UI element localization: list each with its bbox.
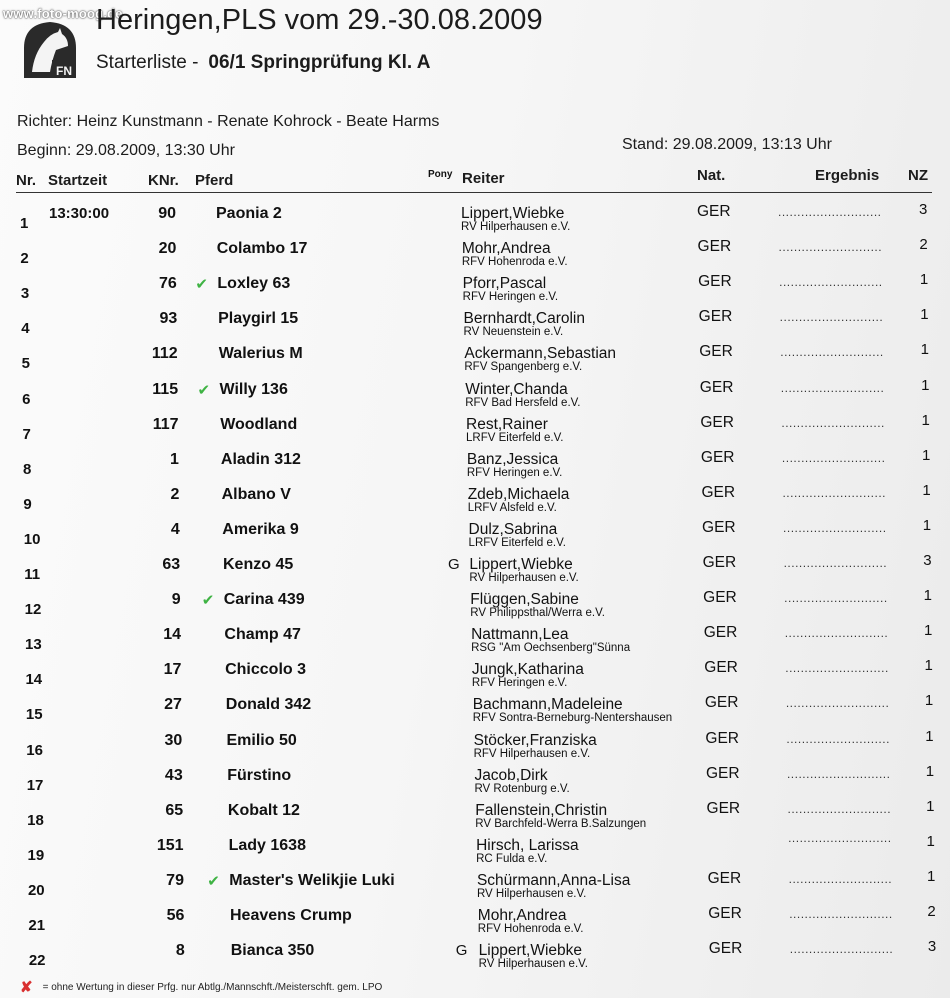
rider-cell: Ackermann,Sebastian	[464, 345, 616, 363]
knr-cell: 93	[159, 310, 178, 328]
result-placeholder: ...........................	[778, 205, 882, 219]
knr-cell: 30	[164, 731, 183, 749]
club-cell: RV Hilperhausen e.V.	[478, 958, 588, 971]
knr-cell: 27	[164, 696, 182, 714]
horse-cell: Lady 1638	[228, 836, 306, 854]
fn-logo	[22, 20, 78, 78]
nat-cell: GER	[699, 378, 734, 396]
start-time-cell: 13:30:00	[49, 205, 110, 222]
nr-cell: 2	[20, 250, 29, 268]
table-row	[0, 271, 950, 310]
nz-cell: 1	[925, 762, 935, 780]
knr-cell: 115	[152, 380, 179, 398]
rider-cell: Nattmann,Lea	[471, 626, 569, 644]
footer-legend	[20, 978, 382, 996]
col-knr: KNr.	[148, 172, 179, 189]
page-title: Heringen,PLS vom 29.-30.08.2009	[96, 4, 543, 36]
table-row	[0, 727, 950, 767]
nz-cell: 1	[924, 657, 933, 675]
nz-cell: 1	[920, 341, 930, 359]
result-placeholder: ...........................	[782, 485, 886, 500]
judges: Richter: Heinz Kunstmann - Renate Kohrock - Beate Harms	[17, 113, 440, 130]
checkmark-icon: ✔	[207, 872, 220, 890]
col-nat: Nat.	[697, 167, 726, 184]
nz-cell: 3	[923, 552, 932, 569]
nat-cell: GER	[705, 764, 740, 782]
table-row	[0, 481, 950, 521]
result-placeholder: ...........................	[784, 626, 889, 641]
club-cell: RV Barchfeld-Werra B.Salzungen	[475, 817, 647, 830]
nr-cell: 1	[20, 215, 29, 232]
rider-cell: Mohr,Andrea	[477, 907, 567, 924]
result-placeholder: ...........................	[788, 830, 892, 845]
table-row	[0, 867, 950, 907]
nat-cell: GER	[708, 905, 742, 922]
result-placeholder: ...........................	[780, 380, 885, 395]
nr-cell: 7	[22, 425, 31, 443]
horse-cell: Aladin 312	[220, 450, 301, 468]
result-placeholder: ...........................	[785, 696, 890, 711]
table-row	[0, 762, 950, 802]
nz-cell: 1	[926, 832, 935, 850]
club-cell: RFV Hohenroda e.V.	[477, 923, 584, 935]
rider-cell: Dulz,Sabrina	[468, 520, 558, 538]
nz-cell: 1	[922, 481, 931, 499]
knr-cell: 43	[164, 766, 183, 784]
rider-cell: Winter,Chanda	[465, 380, 568, 398]
knr-cell: 8	[175, 942, 185, 960]
nat-cell: GER	[708, 940, 743, 958]
result-placeholder: ...........................	[779, 310, 884, 325]
col-nr: Nr.	[16, 172, 37, 189]
rider-cell: Zdeb,Michaela	[467, 485, 570, 503]
knr-cell: 151	[156, 836, 184, 854]
rider-cell: Hirsch, Larissa	[476, 836, 579, 854]
horse-cell: Willy 136	[219, 380, 288, 398]
result-placeholder: ...........................	[780, 345, 884, 360]
club-cell: RV Neuenstein e.V.	[463, 326, 564, 339]
nr-cell: 6	[22, 390, 31, 408]
table-row	[0, 201, 950, 240]
nz-cell: 1	[919, 271, 929, 289]
nat-cell: GER	[700, 413, 734, 431]
horse-cell: Chiccolo 3	[225, 661, 306, 679]
nr-cell: 11	[24, 566, 41, 583]
horse-cell: Carina 439	[223, 591, 305, 609]
nz-cell: 1	[921, 376, 930, 394]
nz-cell: 1	[926, 867, 936, 885]
horse-cell: Donald 342	[225, 696, 312, 714]
table-row	[0, 236, 950, 275]
nr-cell: 5	[21, 355, 31, 373]
rider-cell: Fallenstein,Christin	[475, 801, 608, 819]
nat-cell: GER	[698, 308, 733, 326]
club-cell: RFV Heringen e.V.	[471, 677, 568, 690]
nat-cell: GER	[698, 273, 732, 291]
table-row	[0, 657, 950, 696]
table-row	[0, 587, 950, 626]
subtitle-label: Starterliste -	[96, 52, 199, 73]
table-row	[0, 622, 950, 661]
result-placeholder: ...........................	[784, 591, 888, 606]
knr-cell: 14	[163, 626, 182, 644]
nr-cell: 14	[25, 671, 43, 689]
rider-cell: Lippert,Wiebke	[461, 205, 565, 222]
rider-cell: Pforr,Pascal	[462, 275, 547, 293]
result-placeholder: ...........................	[789, 907, 893, 921]
col-result: Ergebnis	[815, 167, 880, 184]
rider-cell: Schürmann,Anna-Lisa	[476, 871, 631, 889]
rider-cell: Rest,Rainer	[466, 415, 548, 433]
start-time: Beginn: 29.08.2009, 13:30 Uhr	[17, 142, 235, 159]
nat-cell: GER	[700, 448, 735, 466]
nr-cell: 21	[28, 917, 46, 934]
table-row	[0, 692, 950, 731]
club-cell: LRFV Alsfeld e.V.	[467, 501, 557, 514]
horse-cell: Kenzo 45	[223, 556, 294, 573]
rider-cell: Bachmann,Madeleine	[472, 696, 623, 714]
horse-cell: Colambo 17	[216, 240, 308, 258]
club-cell: RFV Hohenroda e.V.	[461, 256, 568, 269]
competition-name: 06/1 Springprüfung Kl. A	[208, 52, 431, 73]
table-row	[0, 903, 950, 942]
table-row	[0, 306, 950, 345]
nr-cell: 3	[20, 285, 30, 303]
nz-cell: 1	[924, 692, 934, 710]
nr-cell: 22	[28, 952, 46, 970]
nat-cell: GER	[705, 729, 739, 747]
knr-cell: 9	[171, 591, 181, 609]
result-placeholder: ...........................	[786, 766, 891, 781]
col-horse: Pferd	[195, 172, 234, 189]
horse-cell: Woodland	[220, 415, 298, 433]
knr-cell: 20	[158, 240, 177, 258]
rider-cell: Flüggen,Sabine	[470, 591, 579, 609]
horse-cell: Champ 47	[224, 626, 301, 644]
club-cell: RV Hilperhausen e.V.	[469, 572, 579, 584]
horse-cell: Albano V	[221, 485, 291, 503]
cross-icon: ✘	[20, 979, 33, 996]
nz-cell: 1	[923, 587, 932, 605]
checkmark-icon: ✔	[197, 381, 211, 399]
nr-cell: 17	[26, 776, 44, 794]
horse-cell: Walerius M	[218, 345, 303, 363]
nr-cell: 13	[25, 636, 42, 654]
subtitle	[96, 52, 430, 74]
nz-cell: 1	[921, 411, 930, 429]
knr-cell: 65	[165, 801, 184, 819]
nr-cell: 15	[25, 706, 43, 724]
rider-cell: Jacob,Dirk	[474, 766, 548, 784]
knr-cell: 2	[170, 485, 180, 503]
nz-cell: 1	[920, 306, 929, 324]
nat-cell: GER	[704, 659, 738, 677]
nat-cell: GER	[697, 238, 732, 256]
table-row	[0, 376, 950, 416]
club-cell: RV Hilperhausen e.V.	[461, 221, 571, 233]
knr-cell: 79	[166, 871, 184, 889]
result-placeholder: ...........................	[785, 661, 889, 676]
table-row	[0, 516, 950, 556]
horse-cell: Heavens Crump	[230, 907, 352, 924]
table-row	[0, 446, 950, 486]
club-cell: RV Hilperhausen e.V.	[476, 887, 587, 900]
horse-cell: Loxley 63	[217, 275, 291, 293]
knr-cell: 76	[159, 275, 177, 293]
col-pony: Pony	[428, 169, 453, 180]
result-placeholder: ...........................	[783, 520, 887, 535]
result-placeholder: ...........................	[789, 942, 894, 957]
nz-cell: 2	[927, 903, 936, 920]
nz-cell: 3	[927, 938, 937, 956]
watermark: www.foto-moog.de	[3, 6, 123, 21]
nat-cell: GER	[703, 589, 737, 607]
knr-cell: 90	[158, 205, 176, 222]
col-time: Startzeit	[48, 172, 108, 189]
knr-cell: 17	[163, 661, 182, 679]
header-divider	[16, 192, 932, 193]
checkmark-icon: ✔	[201, 592, 215, 610]
knr-cell: 4	[170, 520, 180, 538]
nr-cell: 19	[27, 846, 45, 864]
horse-cell: Paonia 2	[216, 205, 282, 222]
table-row	[0, 938, 950, 977]
col-rider: Reiter	[462, 170, 505, 187]
nz-cell: 3	[919, 201, 928, 218]
result-placeholder: ...........................	[788, 871, 893, 886]
result-placeholder: ...........................	[783, 556, 888, 570]
knr-cell: 56	[166, 907, 185, 924]
nr-cell: 4	[21, 320, 30, 338]
nat-cell: GER	[702, 518, 736, 536]
nr-cell: 8	[22, 460, 32, 478]
nat-cell: GER	[702, 554, 737, 571]
knr-cell: 117	[152, 415, 179, 433]
pony-cell: G	[455, 942, 468, 960]
club-cell: RC Fulda e.V.	[476, 852, 548, 865]
nr-cell: 12	[24, 601, 42, 619]
club-cell: RV Philippsthal/Werra e.V.	[470, 607, 605, 620]
table-row	[0, 341, 950, 380]
horse-cell: Fürstino	[227, 766, 292, 784]
nz-cell: 1	[921, 446, 931, 464]
result-placeholder: ...........................	[786, 731, 890, 746]
nr-cell: 9	[23, 495, 32, 513]
checkmark-icon: ✔	[195, 276, 208, 294]
horse-cell: Master's Welikjie Luki	[229, 871, 395, 889]
rider-cell: Lippert,Wiebke	[478, 942, 583, 960]
club-cell: RFV Bad Hersfeld e.V.	[465, 396, 581, 409]
club-cell: RFV Sontra-Berneburg-Nentershausen	[472, 712, 673, 725]
club-cell: RFV Heringen e.V.	[466, 466, 563, 479]
horse-cell: Emilio 50	[226, 731, 297, 749]
club-cell: RFV Heringen e.V.	[462, 291, 559, 304]
horse-cell: Kobalt 12	[227, 801, 300, 819]
club-cell: LRFV Eiterfeld e.V.	[466, 431, 564, 444]
result-placeholder: ...........................	[787, 801, 892, 816]
rider-cell: Bernhardt,Carolin	[463, 310, 585, 328]
rider-cell: Stöcker,Franziska	[473, 731, 597, 749]
club-cell: RV Rotenburg e.V.	[474, 782, 570, 795]
rider-cell: Jungk,Katharina	[471, 661, 584, 679]
nr-cell: 20	[27, 881, 45, 899]
nat-cell: GER	[707, 869, 742, 887]
nat-cell: GER	[699, 343, 733, 361]
nat-cell: GER	[701, 483, 736, 501]
footer-text: = ohne Wertung in dieser Prfg. nur Abtlg./Mannschft./Meisterschft. gem. LPO	[42, 982, 383, 993]
result-placeholder: ...........................	[781, 450, 886, 465]
rider-cell: Lippert,Wiebke	[469, 556, 573, 573]
nz-cell: 1	[922, 516, 932, 534]
club-cell: LRFV Eiterfeld e.V.	[468, 536, 566, 549]
stand-time: Stand: 29.08.2009, 13:13 Uhr	[622, 136, 832, 153]
table-row	[0, 411, 950, 451]
knr-cell: 63	[162, 556, 181, 573]
result-placeholder: ...........................	[779, 275, 883, 290]
nz-cell: 1	[924, 622, 933, 640]
result-placeholder: ...........................	[778, 240, 883, 255]
knr-cell: 1	[170, 450, 179, 468]
nat-cell: GER	[697, 203, 731, 220]
table-row	[0, 830, 950, 872]
knr-cell: 112	[151, 345, 178, 363]
club-cell: RFV Hilperhausen e.V.	[473, 747, 591, 760]
rider-cell: Banz,Jessica	[466, 450, 559, 468]
nz-cell: 2	[919, 236, 928, 254]
col-nz: NZ	[908, 167, 928, 184]
nat-cell: GER	[706, 799, 741, 817]
nr-cell: 10	[23, 530, 41, 548]
pony-cell: G	[448, 556, 460, 573]
club-cell: RSG "Am Oechsenberg"Sünna	[471, 642, 631, 655]
result-placeholder: ...........................	[781, 415, 885, 430]
nat-cell: GER	[704, 694, 739, 712]
table-row	[0, 552, 950, 591]
nat-cell: GER	[703, 624, 738, 642]
nr-cell: 16	[26, 741, 43, 759]
rider-cell: Mohr,Andrea	[461, 240, 551, 258]
club-cell: RFV Spangenberg e.V.	[464, 361, 583, 374]
logo-text: FN	[56, 64, 72, 78]
nr-cell: 18	[27, 811, 44, 829]
nz-cell: 1	[925, 727, 934, 745]
horse-cell: Amerika 9	[222, 520, 299, 538]
horse-cell: Bianca 350	[230, 942, 315, 960]
nz-cell: 1	[926, 797, 935, 815]
horse-cell: Playgirl 15	[218, 310, 299, 328]
